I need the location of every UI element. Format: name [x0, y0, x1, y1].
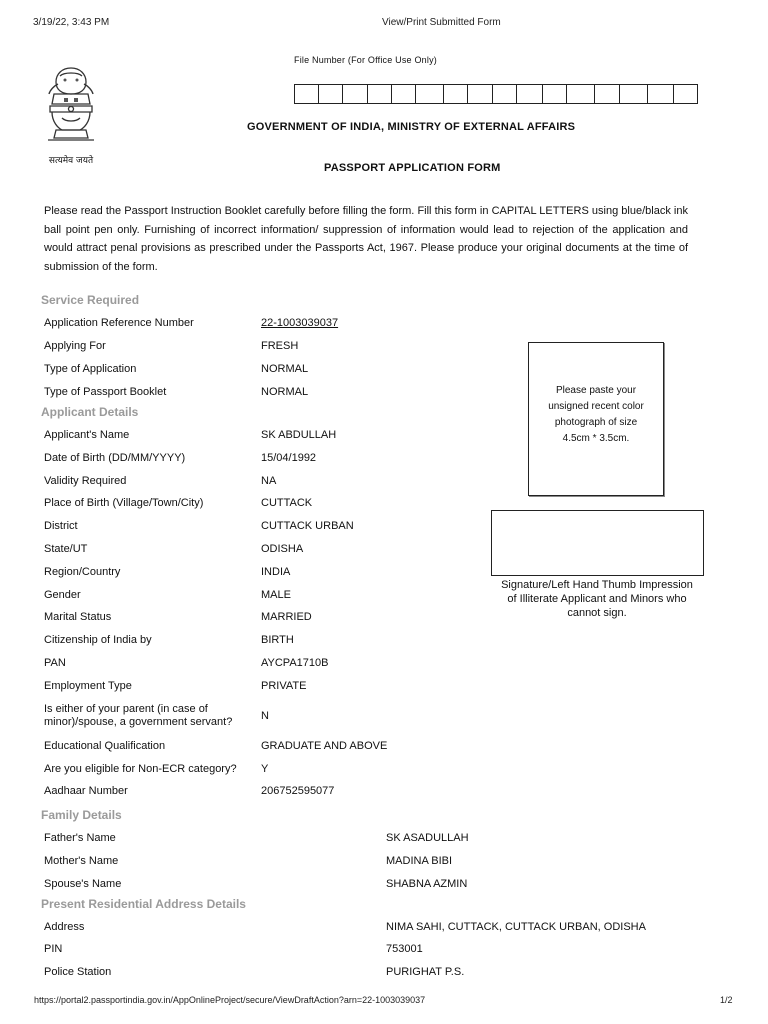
field-label: State/UT: [44, 543, 88, 555]
field-label: Father's Name: [44, 832, 116, 844]
field-value: MARRIED: [261, 611, 312, 623]
field-value: NA: [261, 475, 277, 487]
signature-caption-line: Signature/Left Hand Thumb Impression: [501, 579, 693, 591]
field-label: Validity Required: [44, 475, 127, 487]
field-label: Citizenship of India by: [44, 634, 152, 646]
signature-caption: [486, 578, 708, 620]
field-value: Y: [261, 763, 269, 775]
print-page-title: View/Print Submitted Form: [382, 17, 501, 28]
photo-instruction-line: unsigned recent color: [548, 401, 644, 412]
field-label: Police Station: [44, 966, 112, 978]
signature-caption-line: cannot sign.: [567, 607, 627, 619]
field-value: NORMAL: [261, 386, 309, 398]
field-label: Gender: [44, 589, 81, 601]
field-label: Region/Country: [44, 566, 121, 578]
field-label: PAN: [44, 657, 66, 669]
field-label: Type of Passport Booklet: [44, 386, 167, 398]
section-heading-applicant: Applicant Details: [41, 405, 139, 419]
emblem-motto: सत्यमेव जयते: [48, 156, 94, 166]
section-heading-address: Present Residential Address Details: [41, 897, 246, 911]
field-value: CUTTACK: [261, 497, 313, 509]
file-number-label: File Number (For Office Use Only): [294, 55, 437, 65]
field-value: BIRTH: [261, 634, 294, 646]
field-value: MADINA BIBI: [386, 855, 453, 867]
emblem-icon: [40, 64, 102, 148]
field-label: Are you eligible for Non-ECR category?: [44, 763, 237, 775]
field-label: Marital Status: [44, 611, 112, 623]
field-value: CUTTACK URBAN: [261, 520, 354, 532]
field-value: 206752595077: [261, 785, 335, 797]
field-label: Place of Birth (Village/Town/City): [44, 497, 204, 509]
field-value: NIMA SAHI, CUTTACK, CUTTACK URBAN, ODISHA: [386, 921, 646, 933]
field-label: PIN: [44, 943, 63, 955]
field-label: Mother's Name: [44, 855, 119, 867]
signature-box: [491, 510, 704, 576]
field-value: NORMAL: [261, 363, 309, 375]
instructions-paragraph: Please read the Passport Instruction Booklet carefully before filling the form. Fill this form in CAPITAL LETTERS using blue/black ink ball point pen only. Furnishing of incorrect information/ suppression of information would lead to rejection of the application and would attract penal provisions as prescribed under the Passports Act, 1967. Please produce your original documents at the time of submission of the form.: [44, 205, 688, 273]
print-url: https://portal2.passportindia.gov.in/AppOnlineProject/secure/ViewDraftAction?arn=22-1003039037: [34, 995, 426, 1005]
field-value: INDIA: [261, 566, 291, 578]
photo-instructions: [529, 383, 663, 447]
field-value: 753001: [386, 943, 423, 955]
field-value: ODISHA: [261, 543, 304, 555]
field-label: District: [44, 520, 78, 532]
national-emblem: [40, 64, 102, 166]
application-reference-number: 22-1003039037: [261, 317, 339, 329]
ministry-heading: GOVERNMENT OF INDIA, MINISTRY OF EXTERNAL AFFAIRS: [247, 121, 576, 133]
field-label: Aadhaar Number: [44, 785, 128, 797]
field-value: PURIGHAT P.S.: [386, 966, 465, 978]
field-value: N: [261, 710, 269, 722]
field-label: Is either of your parent (in case of minor)/spouse, a government servant?: [44, 703, 233, 728]
photo-instruction-line: photograph of size: [554, 417, 638, 428]
file-number-boxes: [294, 84, 698, 104]
print-page-number: 1/2: [720, 995, 733, 1005]
field-label: Applicant's Name: [44, 429, 130, 441]
field-label: Date of Birth (DD/MM/YYYY): [44, 452, 186, 464]
field-value: SHABNA AZMIN: [386, 878, 468, 890]
field-value: GRADUATE AND ABOVE: [261, 740, 388, 752]
photo-instruction-line: Please paste your: [555, 385, 637, 396]
form-title: PASSPORT APPLICATION FORM: [324, 162, 501, 174]
field-value: SK ASADULLAH: [386, 832, 469, 844]
field-label: Employment Type: [44, 680, 132, 692]
section-heading-family: Family Details: [41, 808, 122, 822]
field-value: SK ABDULLAH: [261, 429, 337, 441]
print-datetime: 3/19/22, 3:43 PM: [33, 17, 110, 28]
field-value: 15/04/1992: [261, 452, 317, 464]
field-value: PRIVATE: [261, 680, 307, 692]
field-label: Educational Qualification: [44, 740, 166, 752]
field-label: Application Reference Number: [44, 317, 194, 329]
photo-box: [528, 342, 664, 496]
field-label: Address: [44, 921, 85, 933]
field-label: Applying For: [44, 340, 106, 352]
signature-caption-line: of Illiterate Applicant and Minors who: [507, 593, 687, 605]
section-heading-service: Service Required: [41, 293, 140, 307]
field-label: Type of Application: [44, 363, 137, 375]
field-label: Spouse's Name: [44, 878, 122, 890]
field-value: MALE: [261, 589, 291, 601]
field-value: AYCPA1710B: [261, 657, 329, 669]
field-value: FRESH: [261, 340, 299, 352]
photo-instruction-line: 4.5cm * 3.5cm.: [562, 433, 630, 444]
